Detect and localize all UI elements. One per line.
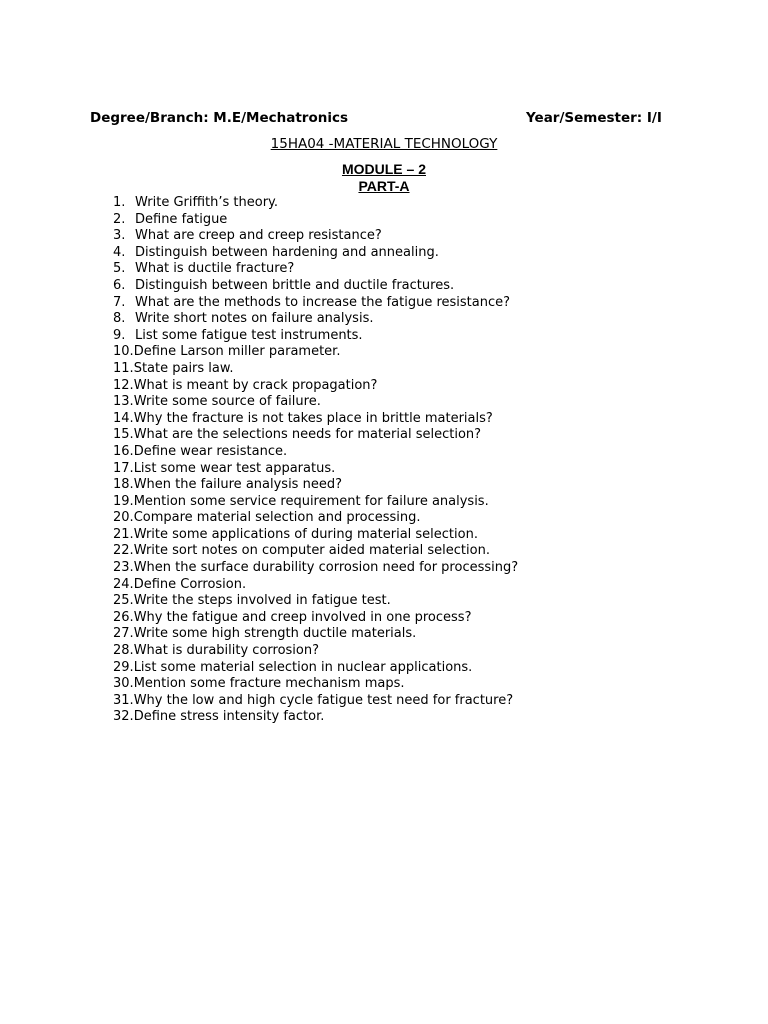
- question-text: What are the methods to increase the fatigue resistance?: [135, 294, 511, 310]
- question-item: [113, 560, 518, 577]
- question-text: What is meant by crack propagation?: [133, 377, 378, 393]
- question-item: [113, 245, 518, 262]
- question-item: [113, 411, 518, 428]
- question-item: [113, 709, 518, 726]
- question-number: 17.: [113, 460, 134, 476]
- question-text: Write some applications of during material selection.: [133, 526, 478, 542]
- question-number: 24.: [113, 576, 134, 592]
- question-text: What is ductile fracture?: [135, 261, 295, 277]
- question-number: 26.: [113, 609, 134, 625]
- question-text: Mention some fracture mechanism maps.: [133, 676, 405, 692]
- question-item: [113, 593, 518, 610]
- question-item: [113, 344, 518, 361]
- question-text: Why the low and high cycle fatigue test need for fracture?: [133, 692, 514, 708]
- question-text: List some material selection in nuclear applications.: [133, 659, 473, 675]
- question-text: List some wear test apparatus.: [133, 460, 336, 476]
- question-number: 30.: [113, 676, 134, 692]
- question-item: [113, 510, 518, 527]
- question-text: When the failure analysis need?: [133, 477, 342, 493]
- question-number: 12.: [113, 377, 134, 393]
- degree-branch: Degree/Branch: M.E/Mechatronics: [90, 110, 348, 126]
- question-item: [113, 295, 518, 312]
- year-semester: Year/Semester: I/I: [526, 110, 662, 126]
- question-item: [113, 278, 518, 295]
- question-item: [113, 626, 518, 643]
- question-number: 8.: [113, 311, 126, 327]
- question-number: 29.: [113, 659, 134, 675]
- question-item: [113, 212, 518, 229]
- question-number: 6.: [113, 277, 126, 293]
- question-number: 31.: [113, 692, 134, 708]
- question-number: 11.: [113, 360, 134, 376]
- part-title: PART-A: [358, 178, 410, 194]
- question-text: What is durability corrosion?: [133, 643, 320, 659]
- question-text: Define Larson miller parameter.: [133, 344, 341, 360]
- question-number: 14.: [113, 410, 134, 426]
- question-number: 10.: [113, 344, 134, 360]
- question-text: Distinguish between brittle and ductile fractures.: [135, 277, 455, 293]
- module-title: MODULE – 2: [341, 161, 426, 177]
- question-text: Define Corrosion.: [133, 576, 247, 592]
- question-text: Write Griffith’s theory.: [135, 195, 279, 210]
- question-text: Write short notes on failure analysis.: [135, 311, 374, 327]
- question-text: List some fatigue test instruments.: [135, 327, 363, 343]
- question-item: [113, 477, 518, 494]
- question-number: 23.: [113, 560, 134, 576]
- question-number: 19.: [113, 493, 134, 509]
- question-text: Define wear resistance.: [133, 443, 288, 459]
- question-text: Mention some service requirement for failure analysis.: [133, 493, 489, 509]
- question-text: Write some source of failure.: [133, 394, 321, 410]
- question-item: [113, 693, 518, 710]
- question-text: Write sort notes on computer aided material selection.: [133, 543, 490, 559]
- question-text: Define fatigue: [135, 211, 228, 227]
- question-text: Define stress intensity factor.: [133, 709, 325, 725]
- question-item: [113, 444, 518, 461]
- question-number: 21.: [113, 526, 134, 542]
- question-number: 16.: [113, 443, 134, 459]
- question-number: 20.: [113, 510, 134, 526]
- question-item: [113, 643, 518, 660]
- question-text: Compare material selection and processing.: [133, 510, 421, 526]
- question-item: [113, 394, 518, 411]
- question-item: [113, 261, 518, 278]
- question-text: Why the fatigue and creep involved in one process?: [133, 609, 472, 625]
- question-number: 32.: [113, 709, 134, 725]
- question-number: 3.: [113, 228, 126, 244]
- question-number: 25.: [113, 593, 134, 609]
- question-number: 13.: [113, 394, 134, 410]
- question-item: [113, 228, 518, 245]
- question-item: [113, 328, 518, 345]
- question-text: State pairs law.: [133, 360, 234, 376]
- question-text: Write some high strength ductile materials.: [133, 626, 417, 642]
- question-number: 22.: [113, 543, 134, 559]
- question-number: 4.: [113, 244, 126, 260]
- header-row: [90, 110, 670, 130]
- question-number: 9.: [113, 327, 126, 343]
- question-item: [113, 195, 518, 212]
- question-item: [113, 461, 518, 478]
- question-item: [113, 378, 518, 395]
- question-number: 15.: [113, 427, 134, 443]
- question-item: [113, 577, 518, 594]
- question-list: [113, 195, 518, 726]
- question-item: [113, 427, 518, 444]
- question-item: [113, 527, 518, 544]
- question-number: 7.: [113, 294, 126, 310]
- question-number: 5.: [113, 261, 126, 277]
- question-item: [113, 676, 518, 693]
- question-number: 27.: [113, 626, 134, 642]
- question-number: 2.: [113, 211, 126, 227]
- question-item: [113, 610, 518, 627]
- question-item: [113, 543, 518, 560]
- question-text: What are the selections needs for material selection?: [133, 427, 482, 443]
- question-number: 1.: [113, 195, 126, 210]
- question-text: Distinguish between hardening and annealing.: [135, 244, 439, 260]
- question-item: [113, 361, 518, 378]
- question-text: Write the steps involved in fatigue test.: [133, 593, 391, 609]
- question-text: What are creep and creep resistance?: [135, 228, 382, 244]
- question-number: 18.: [113, 477, 134, 493]
- course-title: 15HA04 -MATERIAL TECHNOLOGY: [270, 136, 498, 152]
- question-item: [113, 660, 518, 677]
- question-item: [113, 494, 518, 511]
- question-number: 28.: [113, 643, 134, 659]
- question-item: [113, 311, 518, 328]
- question-text: When the surface durability corrosion need for processing?: [133, 560, 519, 576]
- question-text: Why the fracture is not takes place in brittle materials?: [133, 410, 493, 426]
